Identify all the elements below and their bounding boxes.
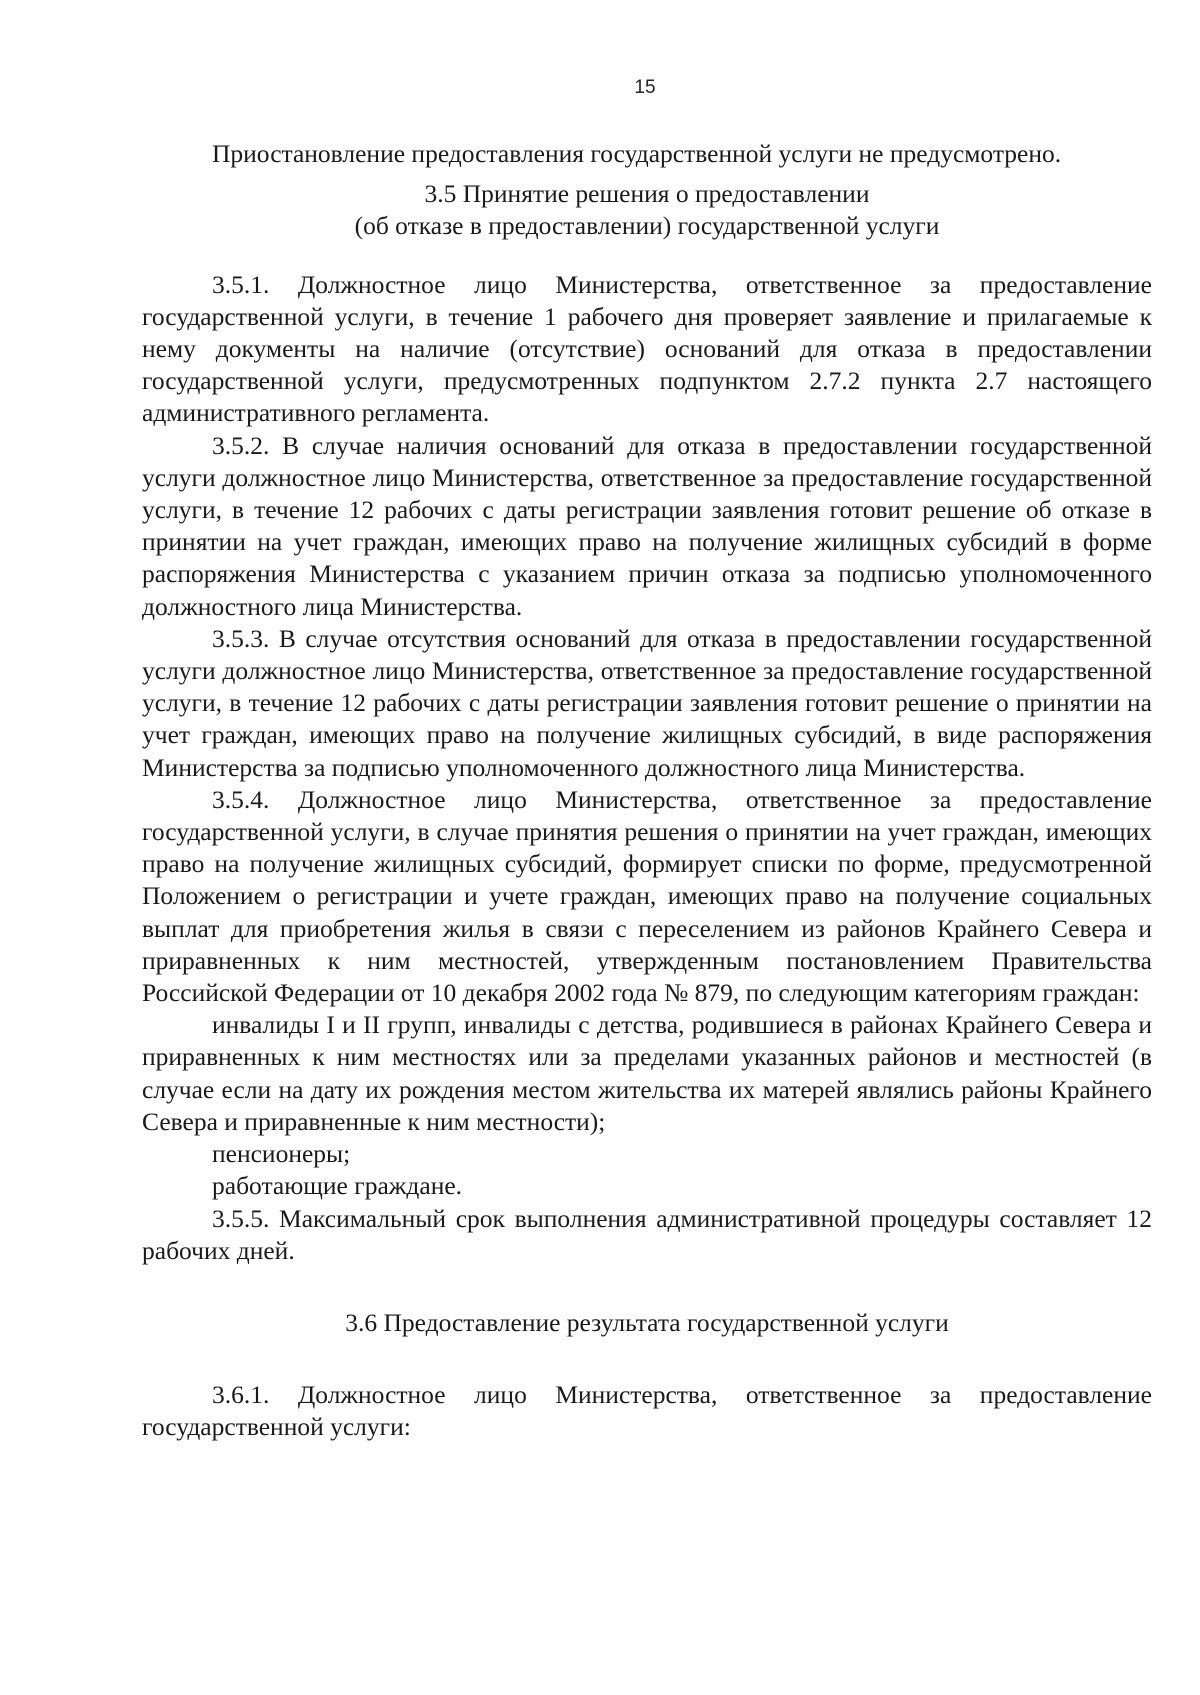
paragraph-3-5-2: 3.5.2. В случае наличия оснований для отказа в предоставлении государственной услуги должностное лицо Министерства, ответственное за предоставление государственной услуги, в течение 12 рабочих с даты регистрации заявления готовит решение об отказе в принятии на учет граждан, имеющих право на получение жилищных субсидий в форме распоряжения Министерства с указанием причин отказа за подписью уполномоченного должностного лица Министерства. xyxy=(142,430,1152,621)
spacer xyxy=(142,170,1152,178)
section-3-5-heading-line1: 3.5 Принятие решения о предоставлении xyxy=(424,179,870,209)
paragraph-3-5-1: 3.5.1. Должностное лицо Министерства, ответственное за предоставление государственной услуги, в течение 1 рабочего дня проверяет заявление и прилагаемые к нему документы на наличие (отсутствие) оснований для отказа в предоставлении государственной услуги, предусмотренных подпунктом 2.7.2 пункта 2.7 настоящего административного регламента. xyxy=(142,269,1152,428)
paragraph-3-5-5: 3.5.5. Максимальный срок выполнения административной процедуры составляет 12 рабочих дней. xyxy=(142,1203,1152,1265)
spacer xyxy=(142,243,1152,269)
section-3-5-heading-line2: (об отказе в предоставлении) государственной услуги xyxy=(354,211,940,241)
section-3-6-heading: 3.6 Предоставление результата государственной услуги xyxy=(345,1307,949,1337)
paragraph-3-6-1: 3.6.1. Должностное лицо Министерства, ответственное за предоставление государственной услуги: xyxy=(142,1380,1152,1442)
page-number: 15 xyxy=(634,77,656,98)
list-item: работающие граждане. xyxy=(212,1171,463,1201)
list-item: пенсионеры; xyxy=(212,1139,351,1169)
paragraph-3-5-3: 3.5.3. В случае отсутствия оснований для отказа в предоставлении государственной услуги должностное лицо Министерства, ответственное за предоставление государственной услуги, в течение 12 рабочих с даты регистрации заявления готовит решение о принятии на учет граждан, имеющих право на получение жилищных субсидий, в виде распоряжения Министерства за подписью уполномоченного должностного лица Министерства. xyxy=(142,623,1152,782)
spacer xyxy=(142,1267,1152,1307)
list-item: инвалиды I и II групп, инвалиды с детства, родившиеся в районах Крайнего Севера и приравненных к ним местностях или за пределами указанных районов и местностей (в случае если на дату их рождения местом жительства их матерей являлись районы Крайнего Севера и приравненные к ним местности); xyxy=(142,1010,1152,1136)
page-content xyxy=(142,138,1152,1444)
paragraph-3-5-4: 3.5.4. Должностное лицо Министерства, ответственное за предоставление государственной услуги, в случае принятия решения о принятии на учет граждан, имеющих право на получение жилищных субсидий, формирует списки по форме, предусмотренной Положением о регистрации и учете граждан, имеющих право на получение социальных выплат для приобретения жилья в связи с переселением из районов Крайнего Севера и приравненных к ним местностей, утвержденным постановлением Правительства Российской Федерации от 10 декабря 2002 года № 879, по следующим категориям граждан: xyxy=(142,784,1152,1008)
spacer xyxy=(142,1339,1152,1379)
section-3-5-heading xyxy=(142,178,1152,242)
intro-paragraph: Приостановление предоставления государственной услуги не предусмотрено. xyxy=(212,139,1062,168)
